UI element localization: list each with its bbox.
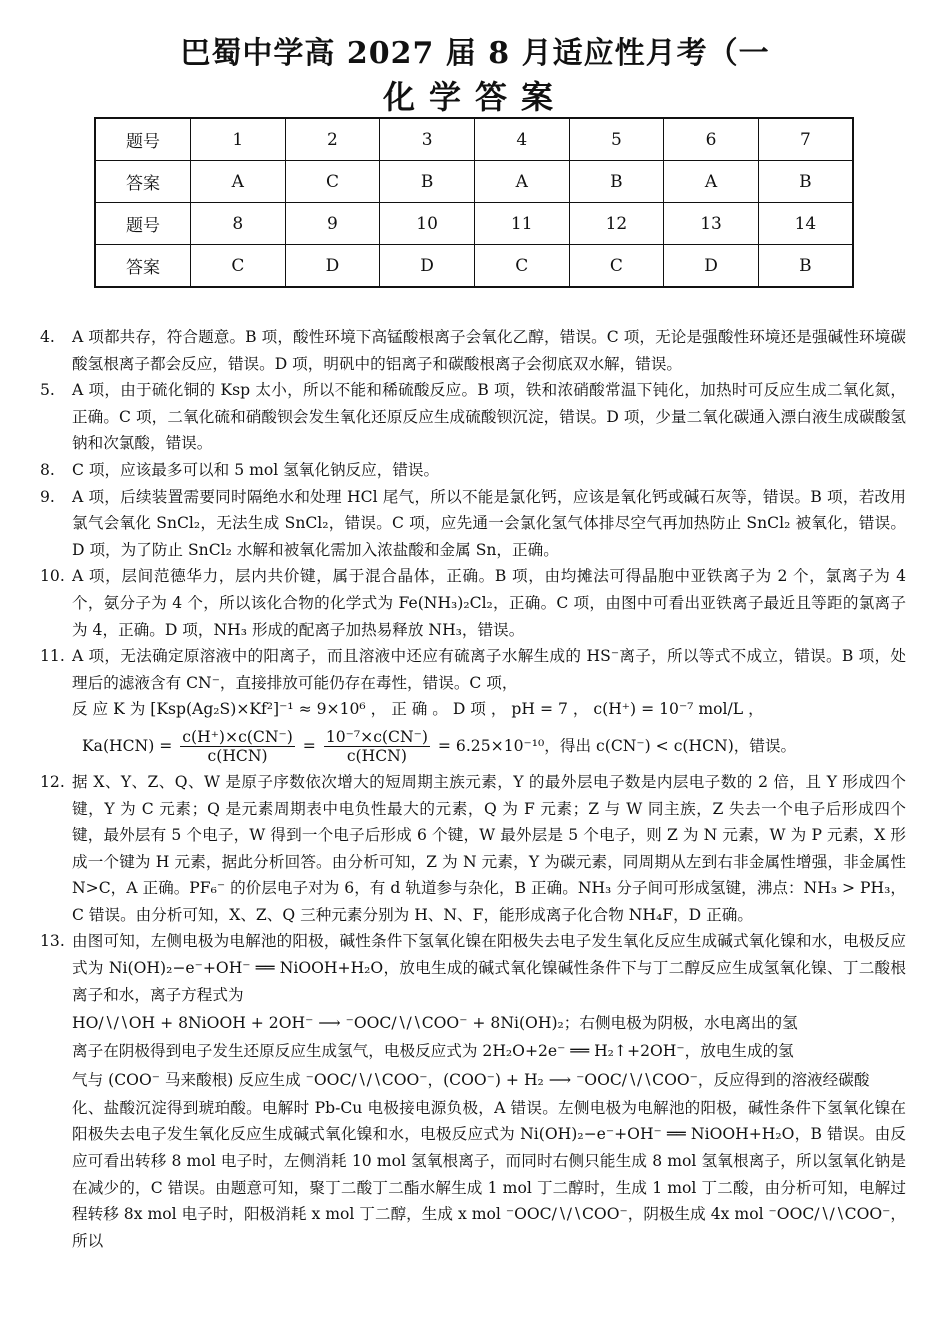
table-cell: 11 — [474, 203, 569, 245]
table-cell: B — [758, 161, 853, 203]
table-cell: 4 — [474, 118, 569, 161]
question-number: 5. — [40, 381, 55, 400]
table-row — [95, 245, 853, 288]
question-number: 9. — [40, 487, 55, 506]
chemical-equation: HO∕∖∕∖OH + 8NiOOH + 2OH⁻ ⟶ ⁻OOC∕∖∕∖COO⁻ + 8Ni(OH)₂；右侧电极为阴极，水电离出的氢 — [72, 1014, 798, 1033]
table-cell: D — [285, 245, 380, 288]
table-cell: 6 — [664, 118, 759, 161]
table-cell: 10 — [380, 203, 475, 245]
table-cell: A — [474, 161, 569, 203]
question-number: 8. — [40, 460, 55, 479]
explanation-text: 离子在阴极得到电子发生还原反应生成氢气，电极反应式为 2H₂O+2e⁻ ══ H₂↑+2OH⁻，放电生成的氢 — [72, 1042, 794, 1061]
explanation-13-part2 — [40, 1038, 906, 1065]
page-subtitle: 化学答案 — [382, 78, 567, 116]
equation-lhs: Ka(HCN) = — [82, 736, 173, 755]
table-cell: 5 — [569, 118, 664, 161]
explanation-text: 据 X、Y、Z、Q、W 是原子序数依次增大的短周期主族元素，Y 的最外层电子数是内层电子数的 2 倍，且 Y 形成四个键，Y 为 C 元素；Q 是元素周期表中电负性最大的元素，Q 为 F 元素；Z 与 W 同主族，Z 失去一个电子后形成四个键，最外层有 5 个电子，W 得到一个电子后形成 6 个键，W 最外层是 5 个电子，则 Z 为 N 元素，W 为 P 元素，X 形成一个键为 H 元素，据此分析回答。由分析可知，Z 为 N 元素，Y 为碳元素，同周期从左到右非金属性增强，非金属性 N>C，A 正确。PF₆⁻ 的价层电子对为 6，有 d 轨道参与杂化，B 正确。NH₃ 分子间可形成氢键，沸点：NH₃ > PH₃，C 错误。由分析可知，X、Z、Q 三种元素分别为 H、N、F，能形成离子化合物 NH₄F，D 正确。 — [72, 772, 906, 924]
page-title: 巴蜀中学高 2027 届 8 月适应性月考（一 — [180, 36, 770, 71]
question-number: 12. — [40, 772, 65, 791]
table-row — [95, 118, 853, 161]
explanation-13 — [40, 928, 906, 1008]
explanation-4 — [40, 324, 906, 377]
ka-equation — [40, 723, 906, 769]
explanation-text: A 项，后续装置需要同时隔绝水和处理 HCl 尾气，所以不能是氯化钙，应该是氧化钙或碱石灰等，错误。B 项，若改用氯气会氧化 SnCl₂，无法生成 SnCl₂，错误。C 项，应先通一会氯化氢气体排尽空气再加热防止 SnCl₂ 被氧化，错误。D 项，为了防止 SnCl₂ 水解和被氧化需加入浓盐酸和金属 Sn，正确。 — [72, 487, 906, 559]
explanation-text: A 项，层间范德华力，层内共价键，属于混合晶体，正确。B 项，由均摊法可得晶胞中亚铁离子为 2 个，氯离子为 4 个，氨分子为 4 个，所以该化合物的化学式为 Fe(NH₃)₂Cl₂，正确。C 项，由图中可看出亚铁离子最近且等距的氯离子为 4，正确。D 项，NH₃ 形成的配离子加热易释放 NH₃，错误。 — [72, 567, 906, 639]
explanation-text: A 项，由于硫化铜的 Ksp 太小，所以不能和稀硫酸反应。B 项，铁和浓硝酸常温下钝化，加热时可反应生成二氧化氮，正确。C 项，二氧化硫和硝酸钡会发生氧化还原反应生成硫酸钡沉淀，错误。D 项，少量二氧化碳通入漂白液生成碳酸氢钠和次氯酸，错误。 — [72, 381, 906, 453]
table-cell: 题号 — [95, 203, 191, 245]
table-cell: 2 — [285, 118, 380, 161]
table-cell: C — [569, 245, 664, 288]
explanation-9 — [40, 484, 906, 564]
table-cell: 答案 — [95, 245, 191, 288]
table-cell: 答案 — [95, 161, 191, 203]
question-number: 13. — [40, 932, 65, 951]
explanation-11-line2 — [40, 696, 906, 723]
table-row — [95, 203, 853, 245]
table-cell: D — [380, 245, 475, 288]
explanation-text: C 项，应该最多可以和 5 mol 氢氧化钠反应，错误。 — [72, 460, 440, 479]
table-cell: 1 — [191, 118, 286, 161]
table-cell: C — [191, 245, 286, 288]
table-cell: 3 — [380, 118, 475, 161]
explanation-13-part3 — [40, 1095, 906, 1255]
explanation-text: 化、盐酸沉淀得到琥珀酸。电解时 Pb-Cu 电极接电源负极，A 错误。左侧电极为电解池的阳极，碱性条件下氢氧化镍在阳极失去电子发生氧化反应生成碱式氧化镍和水，电极反应式为 Ni(OH)₂−e⁻+OH⁻ ══ NiOOH+H₂O，B 错误。由反应可看出转移 8 mol 电子时，左侧消耗 10 mol 氢氧根离子，而同时右侧只能生成 8 mol 氢氧根离子，所以氢氧化钠是在减少的，C 错误。由题意可知，聚丁二酸丁二酯水解生成 1 mol 丁二醇时，生成 1 mol 丁二酸，由分析可知，电解过程转移 8x mol 电子时，阳极消耗 x mol 丁二醇，生成 x mol ⁻OOC∕∖∕∖COO⁻，阴极生成 4x mol ⁻OOC∕∖∕∖COO⁻，所以 — [72, 1098, 906, 1250]
table-cell: C — [285, 161, 380, 203]
table-row — [95, 161, 853, 203]
table-cell: 13 — [664, 203, 759, 245]
fraction-denominator: c(HCN) — [346, 747, 407, 766]
table-cell: 14 — [758, 203, 853, 245]
question-number: 4. — [40, 328, 55, 346]
explanation-text: A 项，无法确定原溶液中的阳离子，而且溶液中还应有硫离子水解生成的 HS⁻离子，所以等式不成立，错误。B 项，处理后的滤液含有 CN⁻，直接排放可能仍存在毒性，错误。C 项， — [72, 647, 906, 692]
explanation-8 — [40, 457, 906, 484]
explanation-10 — [40, 563, 906, 643]
table-cell: B — [758, 245, 853, 288]
equals-sign: = — [302, 736, 316, 755]
table-cell: 8 — [191, 203, 286, 245]
table-cell: D — [664, 245, 759, 288]
question-number: 11. — [40, 647, 65, 666]
explanation-text: A 项都共存，符合题意。B 项，酸性环境下高锰酸根离子会氧化乙醇，错误。C 项，无论是强酸性环境还是强碱性环境碳酸氢根离子都会反应，错误。D 项，明矾中的铝离子和碳酸根离子会彻底双水解，错误。 — [72, 328, 906, 373]
fraction — [180, 728, 295, 765]
explanation-12 — [40, 769, 906, 929]
explanation-5 — [40, 377, 906, 457]
table-cell: A — [191, 161, 286, 203]
table-cell: 题号 — [95, 118, 191, 161]
table-cell: 12 — [569, 203, 664, 245]
table-cell: A — [664, 161, 759, 203]
fraction-numerator: c(H⁺)×c(CN⁻) — [182, 728, 293, 747]
fraction-numerator: 10⁻⁷×c(CN⁻) — [325, 728, 428, 747]
answer-table — [94, 117, 854, 288]
fraction — [324, 728, 430, 765]
table-cell: C — [474, 245, 569, 288]
explanation-11 — [40, 643, 906, 696]
table-cell: 9 — [285, 203, 380, 245]
table-cell: 7 — [758, 118, 853, 161]
explanations — [40, 324, 906, 1254]
fraction-denominator: c(HCN) — [207, 747, 268, 766]
explanation-text: 由图可知，左侧电极为电解池的阳极，碱性条件下氢氧化镍在阳极失去电子发生氧化反应生成碱式氧化镍和水，电极反应式为 Ni(OH)₂−e⁻+OH⁻ ══ NiOOH+H₂O，放电生成的碱式氧化镍碱性条件下与丁二醇反应生成氢氧化镍、丁二酸根离子和水，离子方程式为 — [72, 932, 906, 1004]
table-cell: B — [380, 161, 475, 203]
chemical-equation: 气与 (COO⁻ 马来酸根) 反应生成 ⁻OOC∕∖∕∖COO⁻，(COO⁻) + H₂ ⟶ ⁻OOC∕∖∕∖COO⁻，反应得到的溶液经碳酸 — [72, 1070, 870, 1089]
table-cell: B — [569, 161, 664, 203]
equation-tail: = 6.25×10⁻¹⁰，得出 c(CN⁻) < c(HCN)，错误。 — [437, 736, 797, 755]
question-number: 10. — [40, 567, 65, 586]
explanation-text: 反 应 K 为 [Ksp(Ag₂S)×Kf²]⁻¹ ≈ 9×10⁶ ， 正 确 。 D 项 ， pH = 7 ， c(H⁺) = 10⁻⁷ mol/L ， — [72, 700, 764, 719]
